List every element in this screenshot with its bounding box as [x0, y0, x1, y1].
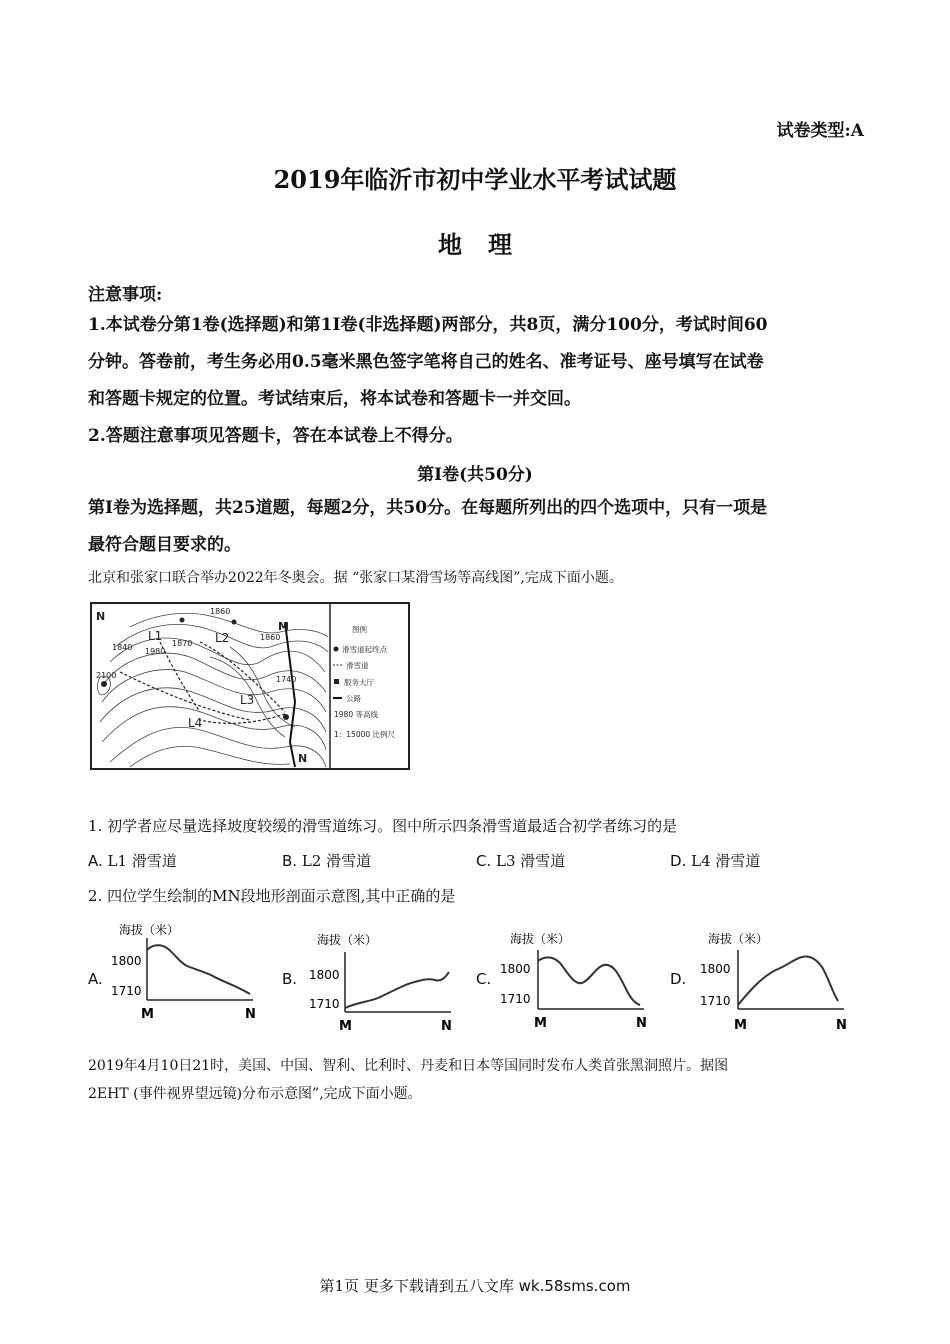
option-letter: C. — [476, 852, 492, 870]
option-text: L1 滑雪道 — [107, 852, 177, 870]
profile-tick-hi: 1800 — [111, 954, 142, 968]
question-2-stem: 2. 四位学生绘制的MN段地形剖面示意图,其中正确的是 — [88, 887, 456, 905]
map-label-l1: L1 — [148, 629, 163, 643]
contour-label: 1980 — [145, 647, 166, 656]
intro-winter-olympics: 北京和张家口联合举办2022年冬奥会。据 “张家口某滑雪场等高线图”,完成下面小题。 — [88, 570, 623, 586]
option-letter: A. — [88, 852, 103, 870]
intro-line: 2019年4月10日21时，美国、中国、智利、比利时、丹麦和日本等国同时发布人类首张黑洞照片。据图 — [88, 1058, 729, 1074]
profile-n: N — [441, 1019, 452, 1032]
notice-item-2: 2.答题注意事项见答题卡，答在本试卷上不得分。 — [88, 426, 463, 446]
profile-tick-lo: 1710 — [500, 992, 531, 1006]
legend-item: 滑雪道起终点 — [342, 645, 387, 654]
intro-black-hole — [88, 1052, 868, 1108]
profile-tick-hi: 1800 — [700, 962, 731, 976]
notice-item-1 — [88, 307, 868, 455]
profile-curve — [345, 972, 449, 1008]
paper-type-label: 试卷类型:A — [776, 121, 864, 141]
q2-option-c[interactable] — [476, 970, 491, 988]
notice-line: 分钟。答卷前，考生务必用0.5毫米黑色签字笔将自己的姓名、准考证号、座号填写在试卷 — [88, 352, 764, 372]
legend-item: 1980 等高线 — [334, 710, 378, 719]
q1-option-c[interactable] — [476, 850, 565, 871]
map-label-n-top: N — [96, 610, 106, 623]
page-footer — [0, 1275, 950, 1296]
profile-ylabel: 海拔（米） — [510, 932, 571, 946]
option-text: L4 滑雪道 — [691, 852, 761, 870]
trail-point — [101, 681, 107, 687]
profile-curve — [147, 945, 250, 994]
contour-label: 1860 — [210, 607, 231, 616]
contour-label: 2100 — [96, 671, 117, 680]
intro-line: 2EHT (事件视界望远镜)分布示意图”,完成下面小题。 — [88, 1086, 422, 1102]
notice-line: 和答题卡规定的位置。考试结束后，将本试卷和答题卡一并交回。 — [88, 389, 581, 409]
profile-ylabel: 海拔（米） — [317, 933, 378, 947]
trail-point — [180, 618, 185, 623]
legend-item: 公路 — [346, 694, 361, 703]
contour-label: 1860 — [260, 633, 281, 642]
section-line: 最符合题目要求的。 — [88, 535, 241, 555]
profile-n: N — [245, 1007, 256, 1022]
profile-chart-c — [496, 925, 656, 1035]
q2-option-a[interactable] — [88, 970, 103, 988]
q2-option-d[interactable] — [670, 970, 686, 988]
profile-m: M — [141, 1007, 154, 1022]
profile-tick-lo: 1710 — [700, 994, 731, 1008]
option-letter: C. — [476, 970, 492, 988]
option-text: L2 滑雪道 — [301, 852, 372, 870]
trail-point — [232, 620, 237, 625]
map-label-l3: L3 — [240, 693, 255, 707]
profile-tick-lo: 1710 — [309, 997, 340, 1011]
profile-curve — [538, 957, 640, 1005]
profile-curve — [738, 956, 838, 1005]
profile-m: M — [734, 1018, 747, 1033]
profile-tick-hi: 1800 — [500, 962, 531, 976]
profile-ylabel: 海拔（米） — [708, 932, 769, 946]
exam-title: 2019年临沂市初中学业水平考试试题 — [273, 165, 677, 194]
q1-option-b[interactable] — [282, 850, 371, 871]
profile-m: M — [339, 1019, 352, 1032]
footer-text: 第1页 更多下载请到五八文库 — [319, 1277, 514, 1295]
profile-tick-hi: 1800 — [309, 968, 340, 982]
option-text: L3 滑雪道 — [496, 852, 566, 870]
section-description — [88, 490, 868, 564]
legend-scale: 1：15000 比例尺 — [334, 730, 396, 739]
contour-label: 1740 — [276, 675, 297, 684]
subject-title: 地理 — [438, 230, 538, 259]
profile-m: M — [534, 1016, 547, 1031]
notice-line: 1.本试卷分第1卷(选择题)和第1I卷(非选择题)两部分，共8页，满分100分，考试时间60 — [88, 315, 768, 335]
legend-item: 滑雪道 — [346, 661, 369, 670]
contour-map — [90, 602, 410, 770]
q2-option-b[interactable] — [282, 970, 297, 988]
legend-title: 图例 — [352, 625, 367, 634]
profile-chart-b — [303, 922, 463, 1032]
map-label-m: M — [278, 620, 289, 633]
legend-item: 服务大厅 — [344, 678, 374, 687]
profile-tick-lo: 1710 — [111, 984, 142, 998]
profile-n: N — [836, 1018, 847, 1033]
option-letter: D. — [670, 852, 687, 870]
contour-label: 1840 — [112, 643, 133, 652]
footer-site-link[interactable]: wk.58sms.com — [518, 1277, 631, 1295]
profile-chart-d — [696, 925, 856, 1035]
profile-ylabel: 海拔（米） — [119, 923, 180, 937]
service-hall-marker — [283, 714, 289, 720]
profile-chart-a — [105, 918, 265, 1028]
contour-label: 1870 — [172, 639, 193, 648]
q1-option-a[interactable] — [88, 850, 177, 871]
question-1-stem: 1. 初学者应尽量选择坡度较缓的滑雪道练习。图中所示四条滑雪道最适合初学者练习的是 — [88, 817, 678, 835]
map-label-n-bottom: N — [298, 752, 308, 765]
option-letter: B. — [282, 970, 298, 988]
map-label-l4: L4 — [188, 716, 203, 730]
option-letter: A. — [88, 970, 103, 988]
notice-heading: 注意事项: — [88, 285, 163, 305]
section-heading: 第I卷(共50分) — [417, 465, 533, 485]
section-line: 第I卷为选择题，共25道题，每题2分，共50分。在每题所列出的四个选项中，只有一项是 — [88, 498, 768, 518]
option-letter: D. — [670, 970, 687, 988]
profile-n: N — [636, 1016, 647, 1031]
map-label-l2: L2 — [215, 631, 230, 645]
option-letter: B. — [282, 852, 298, 870]
q1-option-d[interactable] — [670, 850, 760, 871]
